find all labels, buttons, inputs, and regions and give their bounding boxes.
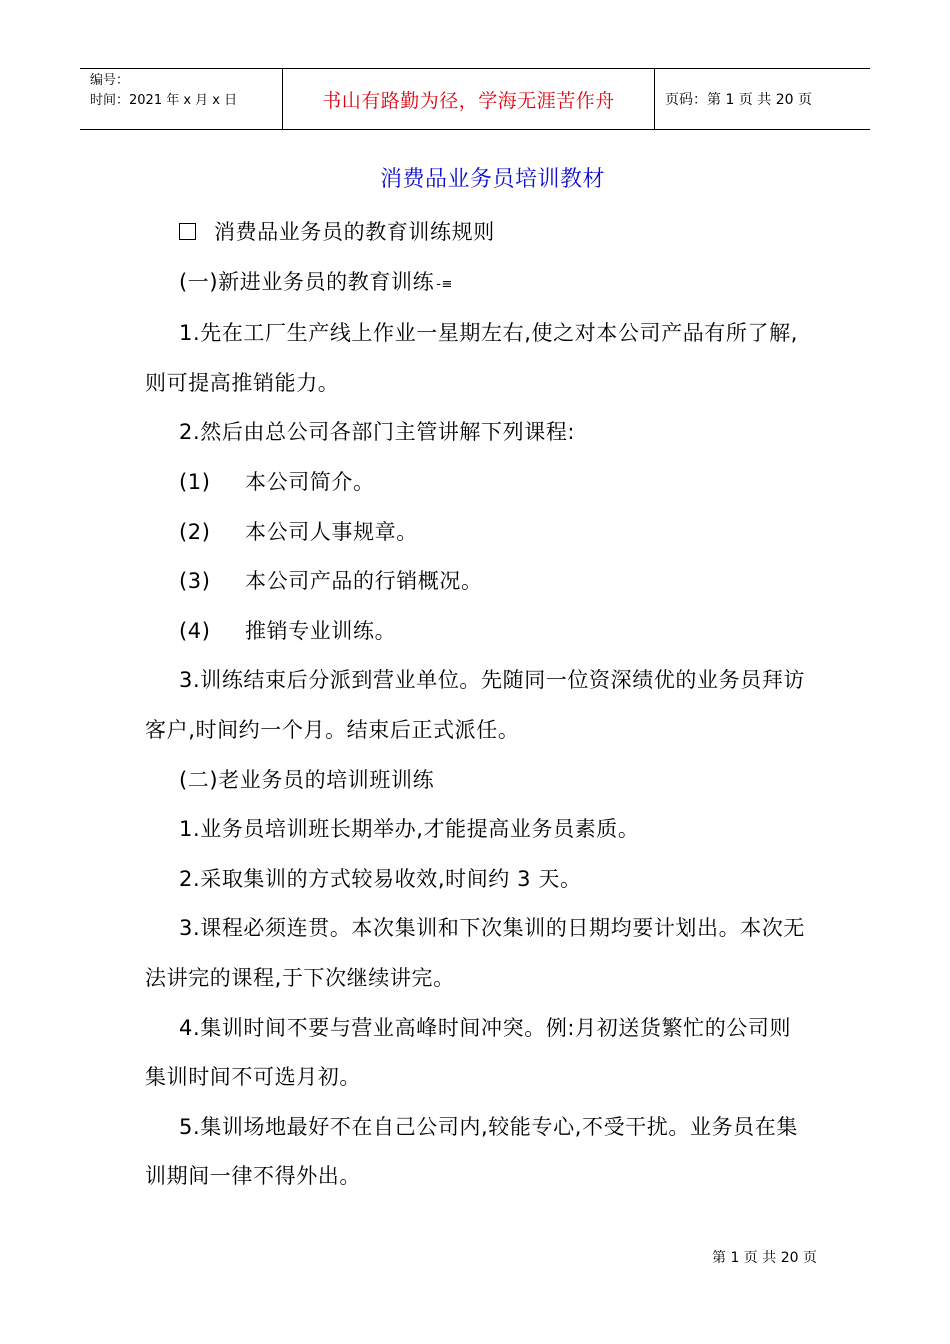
number-label: 编号： <box>90 73 130 88</box>
section-heading-text: 消费品业务员的教育训练规则 <box>214 220 495 244</box>
checkbox-icon <box>179 223 196 240</box>
header-motto: 书山有路勤为径，学海无涯苦作舟 <box>282 69 655 129</box>
time-label: 时间：2021 年 x 月 x 日 <box>90 93 238 108</box>
list-item-number: (3) <box>179 569 211 594</box>
paragraph: 1.业务员培训班长期举办,才能提高业务员素质。 <box>179 817 640 842</box>
list-item-number: (2) <box>179 519 211 544</box>
document-body <box>145 208 810 1202</box>
list-item <box>145 607 810 657</box>
paragraph: 5.集训场地最好不在自己公司内,较能专心,不受干扰。业务员在集训期间一律不得外出。 <box>145 1114 798 1189</box>
list-item <box>145 557 810 607</box>
paragraph: 1.先在工厂生产线上作业一星期左右,使之对本公司产品有所了解,则可提高推销能力。 <box>145 321 798 395</box>
part2-heading: (二)老业务员的培训班训练 <box>179 767 435 792</box>
list-item-text: 本公司产品的行销概况。 <box>245 569 483 594</box>
document-title: 消费品业务员培训教材 <box>379 167 605 192</box>
list-item-text: 本公司人事规章。 <box>245 519 418 544</box>
paragraph: 4.集训时间不要与营业高峰时间冲突。例:月初送货繁忙的公司则集训时间不可选月初。 <box>145 1015 792 1090</box>
paragraph: 3.课程必须连贯。本次集训和下次集训的日期均要计划出。本次无法讲完的课程,于下次继续讲完。 <box>145 916 806 990</box>
paragraph: 2.采取集训的方式较易收效,时间约 3 天。 <box>179 866 582 891</box>
list-item <box>145 458 810 508</box>
header-page-info: 页码：第 1 页 共 20 页 <box>665 92 812 108</box>
page-header <box>80 68 870 130</box>
paragraph: 2.然后由总公司各部门主管讲解下列课程: <box>179 420 576 445</box>
list-item-number: (1) <box>179 469 211 494</box>
list-item-text: 推销专业训练。 <box>245 618 397 643</box>
list-item-text: 本公司简介。 <box>245 469 375 494</box>
part1-heading <box>145 258 810 310</box>
heading-mark: -≡ <box>436 276 453 292</box>
list-item <box>145 508 810 558</box>
section-heading <box>145 208 810 258</box>
part1-heading-text: (一)新进业务员的教育训练 <box>179 269 435 294</box>
header-meta <box>80 69 282 129</box>
list-item-number: (4) <box>179 618 211 643</box>
page-footer: 第 1 页 共 20 页 <box>712 1250 817 1266</box>
paragraph: 3.训练结束后分派到营业单位。先随同一位资深绩优的业务员拜访客户,时间约一个月。结束后正式派任。 <box>145 668 806 742</box>
